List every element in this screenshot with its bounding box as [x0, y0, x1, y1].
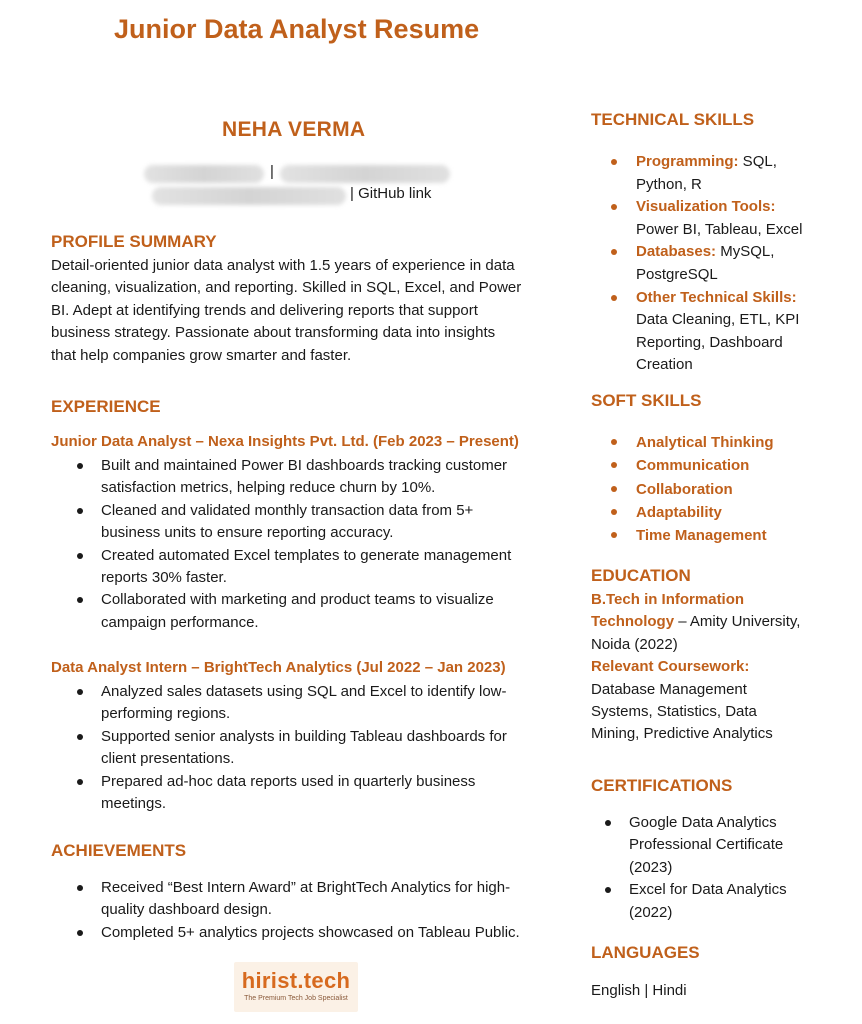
contact-separator: |: [270, 163, 274, 180]
technical-skills-list: [591, 151, 851, 377]
list-item: Databases: MySQL, PostgreSQL: [591, 241, 851, 286]
hirist-tech-logo: [234, 962, 358, 1012]
list-item: Excel for Data Analytics (2022): [591, 879, 851, 924]
github-link[interactable]: | GitHub link: [350, 185, 432, 202]
job-title-brighttech: Data Analyst Intern – BrightTech Analytics (Jul 2022 – Jan 2023): [51, 659, 506, 676]
list-item: Built and maintained Power BI dashboards tracking customer satisfaction metrics, helping reduce churn by 10%.: [51, 455, 551, 500]
logo-tagline: The Premium Tech Job Specialist: [244, 995, 348, 1002]
achievements-heading: ACHIEVEMENTS: [51, 841, 187, 860]
list-item: Received “Best Intern Award” at BrightTech Analytics for high- quality dashboard design.: [51, 877, 561, 922]
job-title-nexa: Junior Data Analyst – Nexa Insights Pvt. Ltd. (Feb 2023 – Present): [51, 433, 519, 450]
list-item: Adaptability: [591, 501, 851, 524]
redacted-linkedin: [152, 187, 346, 205]
redacted-phone: [144, 165, 264, 183]
list-item: Created automated Excel templates to generate management reports 30% faster.: [51, 545, 551, 590]
education-details: B.Tech in Information Technology – Amity University, Noida (2022) Relevant Coursework: Database Management Systems, Statistics, Data Mining, Predictive Analytics: [591, 591, 801, 743]
list-item: Communication: [591, 454, 851, 477]
soft-skills-list: [591, 431, 851, 547]
certifications-heading: CERTIFICATIONS: [591, 776, 733, 795]
list-item: Completed 5+ analytics projects showcased on Tableau Public.: [51, 922, 561, 944]
list-item: Prepared ad-hoc data reports used in quarterly business meetings.: [51, 771, 551, 816]
list-item: Analytical Thinking: [591, 431, 851, 454]
job-bullets-brighttech: [51, 681, 551, 815]
list-item: Collaborated with marketing and product teams to visualize campaign performance.: [51, 589, 551, 634]
languages-heading: LANGUAGES: [591, 943, 700, 962]
list-item: Programming: SQL, Python, R: [591, 151, 851, 196]
languages-text: English | Hindi: [591, 982, 687, 999]
job-bullets-nexa: [51, 455, 551, 634]
certifications-list: [591, 812, 851, 924]
list-item: Time Management: [591, 524, 851, 547]
soft-skills-heading: SOFT SKILLS: [591, 391, 702, 410]
list-item: Supported senior analysts in building Tableau dashboards for client presentations.: [51, 726, 551, 771]
experience-heading: EXPERIENCE: [51, 397, 161, 416]
list-item: Visualization Tools: Power BI, Tableau, Excel: [591, 196, 851, 241]
logo-wordmark: hirist.tech: [241, 968, 351, 993]
achievement-bullets: [51, 877, 561, 944]
list-item: Collaboration: [591, 478, 851, 501]
candidate-name: NEHA VERMA: [222, 118, 366, 141]
list-item: Other Technical Skills: Data Cleaning, ETL, KPI Reporting, Dashboard Creation: [591, 287, 851, 377]
document-title: Junior Data Analyst Resume: [114, 14, 480, 44]
list-item: Analyzed sales datasets using SQL and Excel to identify low- performing regions.: [51, 681, 551, 726]
redacted-email: [280, 165, 450, 183]
profile-summary-heading: PROFILE SUMMARY: [51, 232, 217, 251]
list-item: Google Data Analytics Professional Certificate (2023): [591, 812, 851, 879]
education-heading: EDUCATION: [591, 566, 691, 585]
list-item: Cleaned and validated monthly transaction data from 5+ business units to ensure reporting accuracy.: [51, 500, 551, 545]
profile-summary-text: Detail-oriented junior data analyst with 1.5 years of experience in data cleaning, visualization, and reporting. Skilled in SQL, Excel, and Power BI. Adept at identifying trends and delivering reports that support business strategy. Passionate about transforming data into insights that help companies grow smarter and faster.: [51, 257, 522, 364]
technical-skills-heading: TECHNICAL SKILLS: [591, 110, 755, 129]
